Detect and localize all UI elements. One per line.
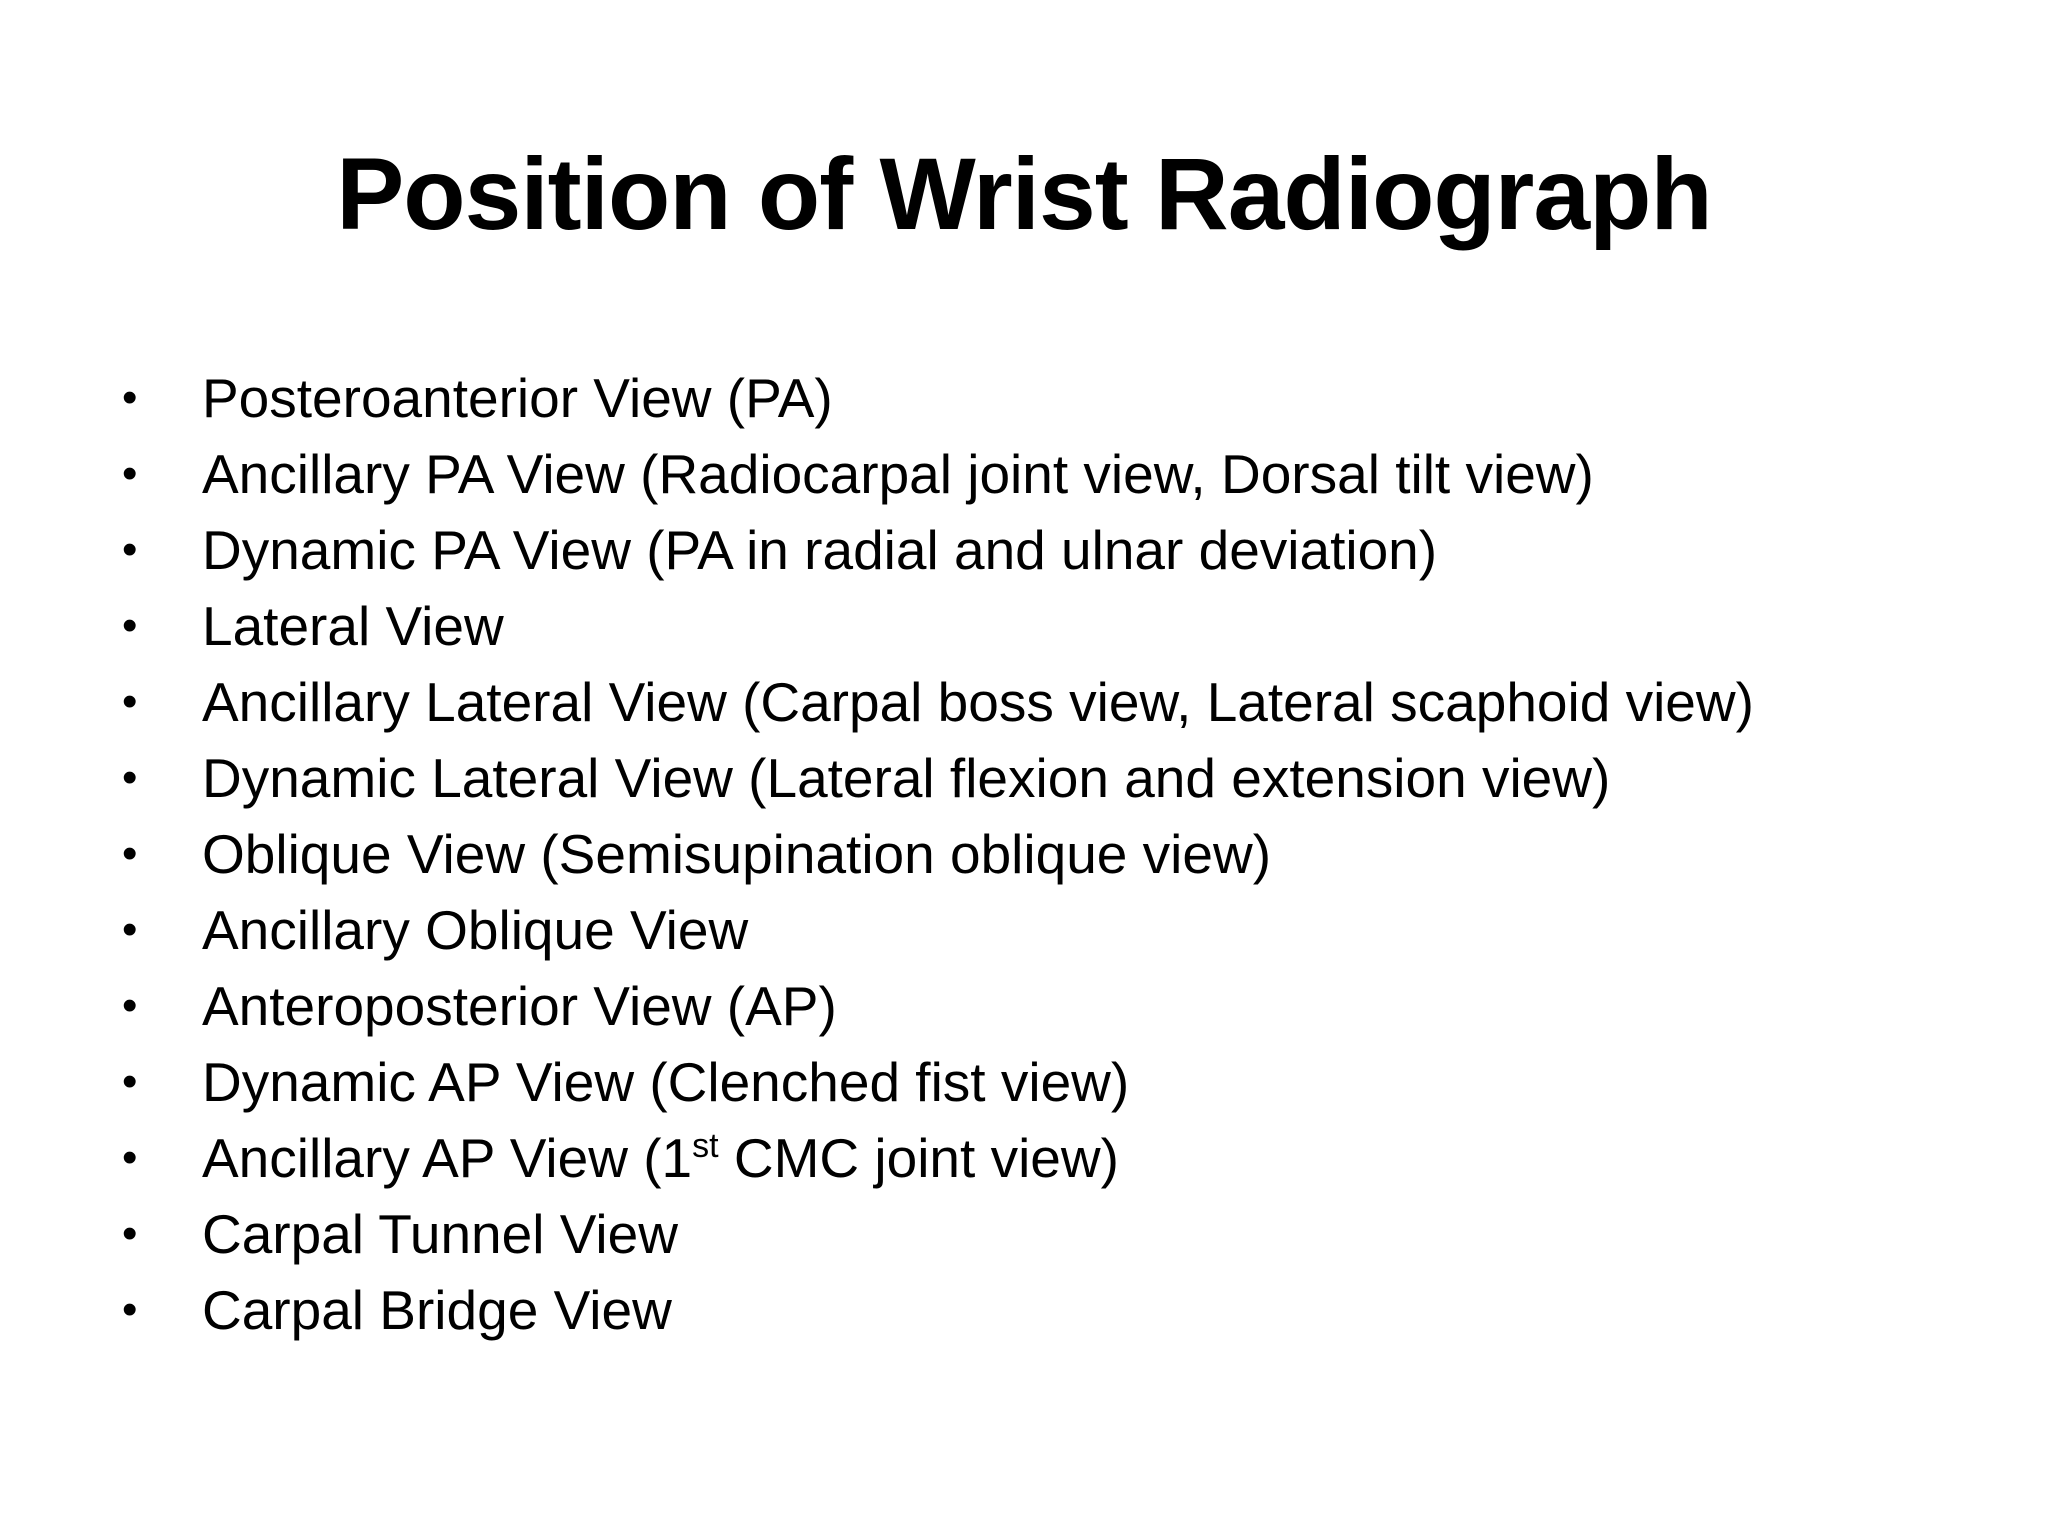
bullet-icon: • <box>122 373 138 422</box>
list-item-text: Posteroanterior View (PA) <box>202 367 833 429</box>
list-item-text: Carpal Bridge View <box>202 1279 672 1341</box>
list-item-text: Ancillary Lateral View (Carpal boss view, Lateral scaphoid view) <box>202 671 1754 733</box>
ordinal-superscript: st <box>692 1127 719 1165</box>
slide-title: Position of Wrist Radiograph <box>336 137 1712 251</box>
list-item <box>122 968 2002 1044</box>
list-item <box>122 892 2002 968</box>
list-item-text: Carpal Tunnel View <box>202 1203 678 1265</box>
bullet-icon: • <box>122 1057 138 1106</box>
list-item-text: Dynamic AP View (Clenched fist view) <box>202 1051 1130 1113</box>
bullet-icon: • <box>122 753 138 802</box>
list-item <box>122 816 2002 892</box>
list-item <box>122 436 2002 512</box>
list-item-text: Dynamic Lateral View (Lateral flexion and extension view) <box>202 747 1611 809</box>
bullet-icon: • <box>122 981 138 1030</box>
list-item-text: Dynamic PA View (PA in radial and ulnar deviation) <box>202 519 1438 581</box>
bullet-icon: • <box>122 905 138 954</box>
list-item-text-before: Ancillary AP View (1 <box>202 1127 693 1189</box>
list-item <box>122 740 2002 816</box>
bullet-icon: • <box>122 829 138 878</box>
bullet-icon: • <box>122 449 138 498</box>
list-item-text: Ancillary Oblique View <box>202 899 749 961</box>
bullet-icon: • <box>122 1285 138 1334</box>
list-item-text: Lateral View <box>202 595 504 657</box>
list-item <box>122 1196 2002 1272</box>
list-item <box>122 1044 2002 1120</box>
bullet-icon: • <box>122 1133 138 1182</box>
list-item-text: Ancillary PA View (Radiocarpal joint view, Dorsal tilt view) <box>202 443 1594 505</box>
list-item <box>122 588 2002 664</box>
list-item-text: Anteroposterior View (AP) <box>202 975 837 1037</box>
list-item <box>122 1272 2002 1348</box>
list-item-text-after: CMC joint view) <box>718 1127 1119 1189</box>
list-item <box>122 664 2002 740</box>
bullet-icon: • <box>122 1209 138 1258</box>
bullet-icon: • <box>122 525 138 574</box>
list-item <box>122 512 2002 588</box>
bullet-list <box>122 360 2002 1348</box>
list-item <box>122 360 2002 436</box>
list-item-text: Oblique View (Semisupination oblique view) <box>202 823 1272 885</box>
bullet-icon: • <box>122 677 138 726</box>
list-item-text <box>202 1120 1119 1196</box>
list-item <box>122 1120 2002 1196</box>
bullet-icon: • <box>122 601 138 650</box>
